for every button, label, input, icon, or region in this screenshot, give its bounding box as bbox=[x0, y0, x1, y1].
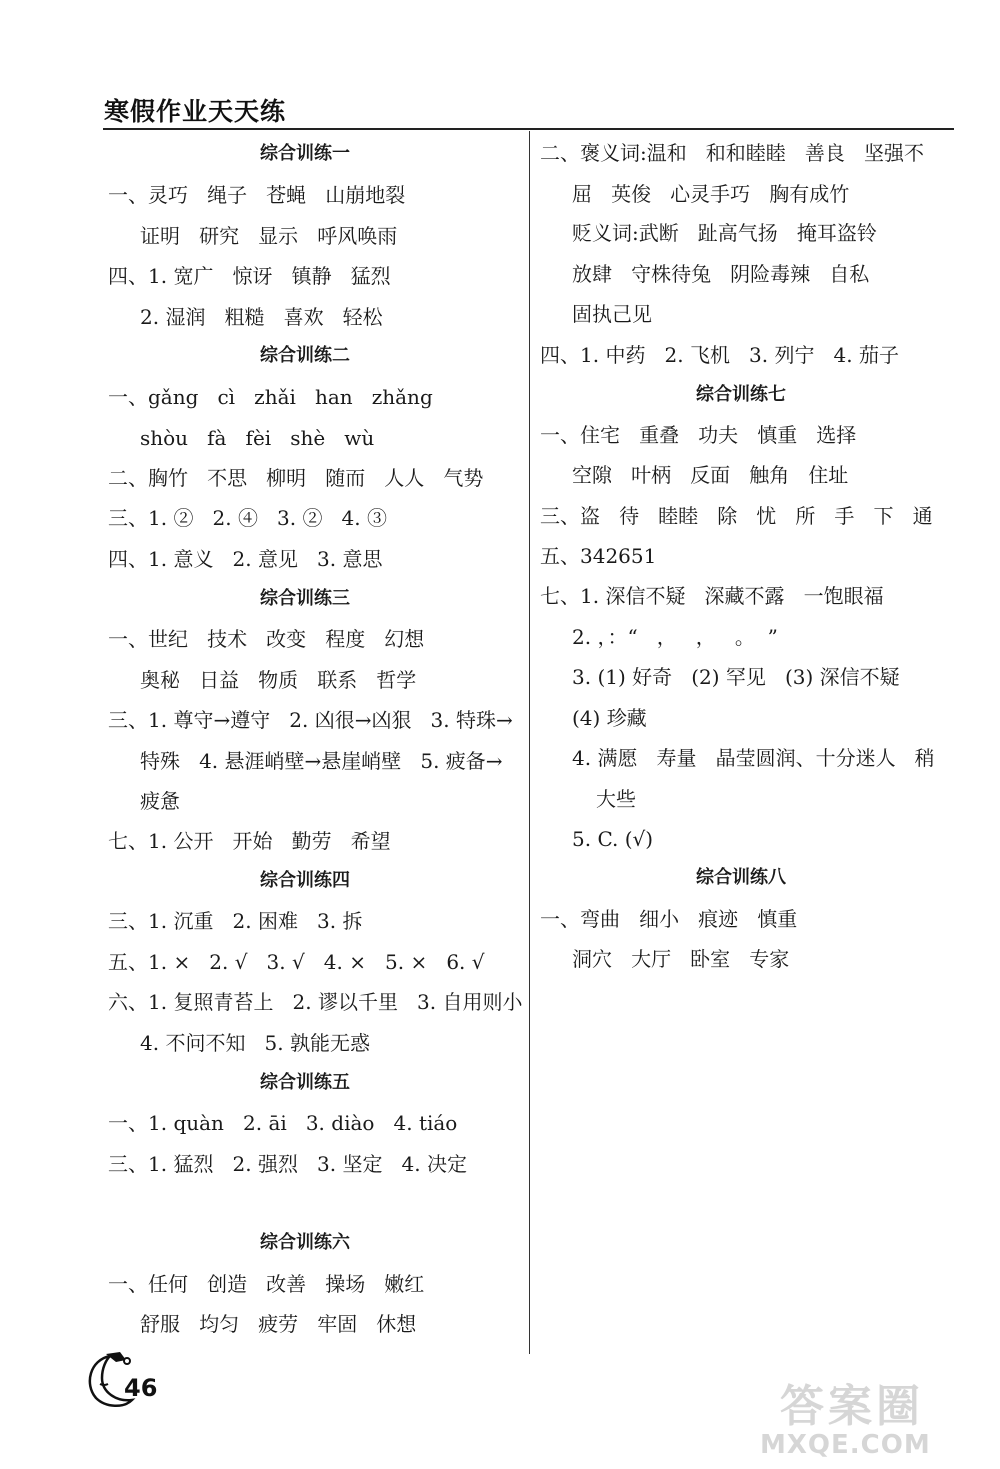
section-heading: 综合训练一 bbox=[260, 143, 350, 164]
answer-line: 3. (1) 好奇 (2) 罕见 (3) 深信不疑 bbox=[572, 665, 900, 689]
column-divider bbox=[529, 131, 530, 1354]
answer-line: 五、342651 bbox=[540, 544, 657, 568]
answer-line: 一、世纪 技术 改变 程度 幻想 bbox=[108, 627, 425, 651]
answer-line: 贬义词:武断 趾高气扬 掩耳盗铃 bbox=[572, 221, 877, 245]
answer-line: 一、gǎng cì zhǎi han zhǎng bbox=[108, 385, 433, 409]
answer-line: 2. 湿润 粗糙 喜欢 轻松 bbox=[140, 305, 383, 329]
answer-line: 屈 英俊 心灵手巧 胸有成竹 bbox=[572, 182, 850, 206]
answer-line: 洞穴 大厅 卧室 专家 bbox=[572, 947, 790, 971]
book-title: 寒假作业天天练 bbox=[104, 97, 287, 126]
answer-line: 大些 bbox=[596, 787, 636, 811]
answer-line: 三、1. ② 2. ④ 3. ② 4. ③ bbox=[108, 506, 387, 530]
answer-line: 5. C. (√) bbox=[572, 827, 654, 851]
answer-line: 三、盗 待 睦睦 除 忧 所 手 下 通 bbox=[540, 504, 933, 528]
answer-line: 一、住宅 重叠 功夫 慎重 选择 bbox=[540, 423, 857, 447]
answer-line: 四、1. 意义 2. 意见 3. 意思 bbox=[108, 547, 383, 571]
answer-line: 证明 研究 显示 呼风唤雨 bbox=[140, 224, 398, 248]
answer-line: 一、1. quàn 2. āi 3. diào 4. tiáo bbox=[108, 1111, 458, 1135]
section-heading: 综合训练四 bbox=[260, 870, 350, 891]
answer-line: 三、1. 尊守→遵守 2. 凶很→凶狠 3. 特珠→ bbox=[108, 708, 513, 732]
header-rule bbox=[103, 128, 954, 130]
answer-line: 2. ，：“ ， ， 。 ” bbox=[572, 625, 778, 649]
answer-line: (4) 珍藏 bbox=[572, 706, 647, 730]
answer-line: 二、褒义词:温和 和和睦睦 善良 坚强不 bbox=[540, 141, 924, 165]
answer-line: 特殊 4. 悬涯峭壁→悬崖峭壁 5. 疲备→ bbox=[140, 749, 503, 773]
answer-line: 空隙 叶柄 反面 触角 住址 bbox=[572, 463, 849, 487]
section-heading: 综合训练五 bbox=[260, 1072, 350, 1093]
answer-line: 一、任何 创造 改善 操场 嫩红 bbox=[108, 1272, 425, 1296]
section-heading: 综合训练七 bbox=[696, 384, 786, 405]
answer-line: 七、1. 公开 开始 勤劳 希望 bbox=[108, 829, 391, 853]
answer-line: 二、胸竹 不思 柳明 随而 人人 气势 bbox=[108, 466, 484, 490]
answer-line: 4. 不问不知 5. 孰能无惑 bbox=[140, 1031, 370, 1055]
answer-line: 一、弯曲 细小 痕迹 慎重 bbox=[540, 907, 798, 931]
section-heading: 综合训练八 bbox=[696, 867, 786, 888]
section-heading: 综合训练三 bbox=[260, 588, 350, 609]
watermark-url: MXQE.COM bbox=[760, 1430, 931, 1460]
answer-line: 一、灵巧 绳子 苍蝇 山崩地裂 bbox=[108, 183, 406, 207]
answer-line: 舒服 均匀 疲劳 牢固 休想 bbox=[140, 1312, 417, 1336]
answer-line: 三、1. 沉重 2. 困难 3. 拆 bbox=[108, 909, 363, 933]
answer-line: 四、1. 中药 2. 飞机 3. 列宁 4. 茄子 bbox=[540, 343, 899, 367]
answer-line: 五、1. × 2. √ 3. √ 4. × 5. × 6. √ bbox=[108, 950, 485, 974]
answer-line: 疲惫 bbox=[140, 789, 180, 813]
page-number: 46 bbox=[124, 1374, 158, 1402]
section-heading: 综合训练二 bbox=[260, 345, 350, 366]
section-heading: 综合训练六 bbox=[260, 1232, 350, 1253]
answer-line: 三、1. 猛烈 2. 强烈 3. 坚定 4. 决定 bbox=[108, 1152, 467, 1176]
watermark-logo bbox=[750, 1370, 980, 1460]
watermark-text: 答案圈 bbox=[780, 1381, 924, 1432]
answer-line: 固执己见 bbox=[572, 302, 652, 326]
answer-line: 4. 满愿 寿量 晶莹圆润、十分迷人 稍 bbox=[572, 746, 935, 770]
answer-line: 放肆 守株待兔 阴险毒辣 自私 bbox=[572, 262, 870, 286]
answer-line: shòu fà fèi shè wù bbox=[140, 426, 375, 450]
answer-line: 六、1. 复照青苔上 2. 谬以千里 3. 自用则小 bbox=[108, 990, 523, 1014]
answer-line: 奥秘 日益 物质 联系 哲学 bbox=[140, 668, 417, 692]
answer-line: 七、1. 深信不疑 深藏不露 一饱眼福 bbox=[540, 584, 884, 608]
answer-line: 四、1. 宽广 惊讶 镇静 猛烈 bbox=[108, 264, 391, 288]
